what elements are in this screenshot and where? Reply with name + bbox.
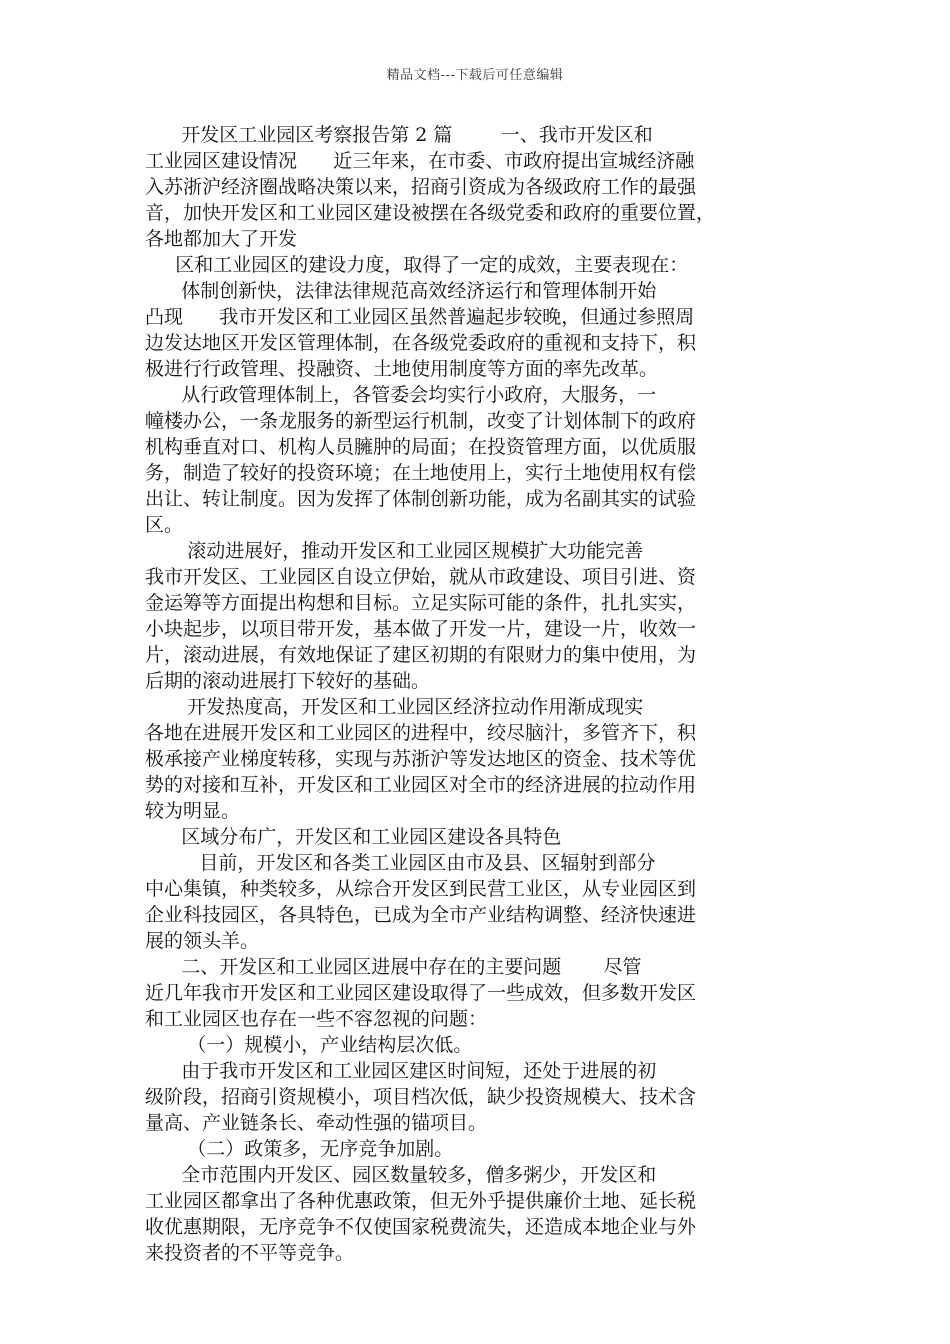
text-line: 企业科技园区，各具特色，已成为全市产业结构调整、经济快速进 — [145, 904, 697, 926]
text-line: 较为明显。 — [145, 800, 241, 822]
text-line: 区域分布广，开发区和工业园区建设各具特色 — [145, 826, 562, 848]
text-line: 机构垂直对口、机构人员臃肿的局面；在投资管理方面，以优质服 — [145, 436, 697, 458]
text-line: 和工业园区也存在一些不容忽视的问题： — [145, 1008, 488, 1030]
text-line: 从行政管理体制上，各管委会均实行小政府，大服务，一 — [145, 384, 657, 406]
page-header: 精品文档---下载后可任意编辑 — [386, 68, 564, 83]
text-line: 金运筹等方面提出构想和目标。立足实际可能的条件，扎扎实实， — [145, 592, 697, 614]
text-line: 极承接产业梯度转移，实现与苏浙沪等发达地区的资金、技术等优 — [145, 748, 697, 770]
text-line: 由于我市开发区和工业园区建区时间短，还处于进展的初 — [145, 1060, 657, 1082]
text-line: 各地都加大了开发 — [145, 228, 298, 250]
text-line: 我市开发区、工业园区自设立伊始，就从市政建设、项目引进、资 — [145, 566, 697, 588]
document-body — [145, 122, 810, 1266]
text-line: 务，制造了较好的投资环境；在土地使用上，实行土地使用权有偿 — [145, 462, 697, 484]
text-line: 近几年我市开发区和工业园区建设取得了一些成效，但多数开发区 — [145, 982, 697, 1004]
text-line: 收优惠期限，无序竞争不仅使国家税费流失，还造成本地企业与外 — [145, 1216, 697, 1238]
text-line: 片，滚动进展，有效地保证了建区初期的有限财力的集中使用，为 — [145, 644, 697, 666]
text-line: 级阶段，招商引资规模小，项目档次低，缺少投资规模大、技术含 — [145, 1086, 697, 1108]
text-line: 体制创新快，法律法律规范高效经济运行和管理体制开始 — [145, 280, 657, 302]
text-line: 区和工业园区的建设力度，取得了一定的成效，主要表现在： — [145, 254, 689, 276]
text-line: 滚动进展好，推动开发区和工业园区规模扩大功能完善 — [145, 540, 644, 562]
text-line: 小块起步，以项目带开发，基本做了开发一片，建设一片，收效一 — [145, 618, 697, 640]
text-line: 极进行行政管理、投融资、土地使用制度等方面的率先改革。 — [145, 358, 659, 380]
text-line: 后期的滚动进展打下较好的基础。 — [145, 670, 431, 692]
text-line: 出让、转让制度。因为发挥了体制创新功能，成为名副其实的试验 — [145, 488, 697, 510]
text-line: （二）政策多，无序竞争加剧。 — [145, 1138, 454, 1160]
text-line: 二、开发区和工业园区进展中存在的主要问题 尽管 — [145, 956, 642, 978]
text-line: 工业园区建设情况 近三年来，在市委、市政府提出宣城经济融 — [145, 150, 695, 172]
text-line: 开发热度高，开发区和工业园区经济拉动作用渐成现实 — [145, 696, 644, 718]
text-line: 边发达地区开发区管理体制，在各级党委政府的重视和支持下，积 — [145, 332, 697, 354]
text-line: 开发区工业园区考察报告第 2 篇 一、我市开发区和 — [145, 124, 653, 146]
text-line: 各地在进展开发区和工业园区的进程中，绞尽脑汁，多管齐下，积 — [145, 722, 697, 744]
text-line: 幢楼办公，一条龙服务的新型运行机制，改变了计划体制下的政府 — [145, 410, 697, 432]
text-line: 全市范围内开发区、园区数量较多，僧多粥少，开发区和 — [145, 1164, 657, 1186]
text-line: 区。 — [145, 514, 184, 536]
text-line: 中心集镇，种类较多，从综合开发区到民营工业区，从专业园区到 — [145, 878, 697, 900]
text-line: 展的领头羊。 — [145, 930, 260, 952]
text-line: 音，加快开发区和工业园区建设被摆在各级党委和政府的重要位置， — [145, 202, 716, 224]
text-line: 目前，开发区和各类工业园区由市及县、区辐射到部分 — [145, 852, 656, 874]
text-line: 凸现 我市开发区和工业园区虽然普遍起步较晚，但通过参照周 — [145, 306, 695, 328]
text-line: 势的对接和互补，开发区和工业园区对全市的经济进展的拉动作用 — [145, 774, 697, 796]
text-line: 来投资者的不平等竞争。 — [145, 1242, 355, 1264]
text-line: （一）规模小，产业结构层次低。 — [145, 1034, 473, 1056]
text-line: 量高、产业链条长、牵动性强的锚项目。 — [145, 1112, 488, 1134]
text-line: 入苏浙沪经济圈战略决策以来，招商引资成为各级政府工作的最强 — [145, 176, 697, 198]
text-line: 工业园区都拿出了各种优惠政策，但无外乎提供廉价土地、延长税 — [145, 1190, 697, 1212]
